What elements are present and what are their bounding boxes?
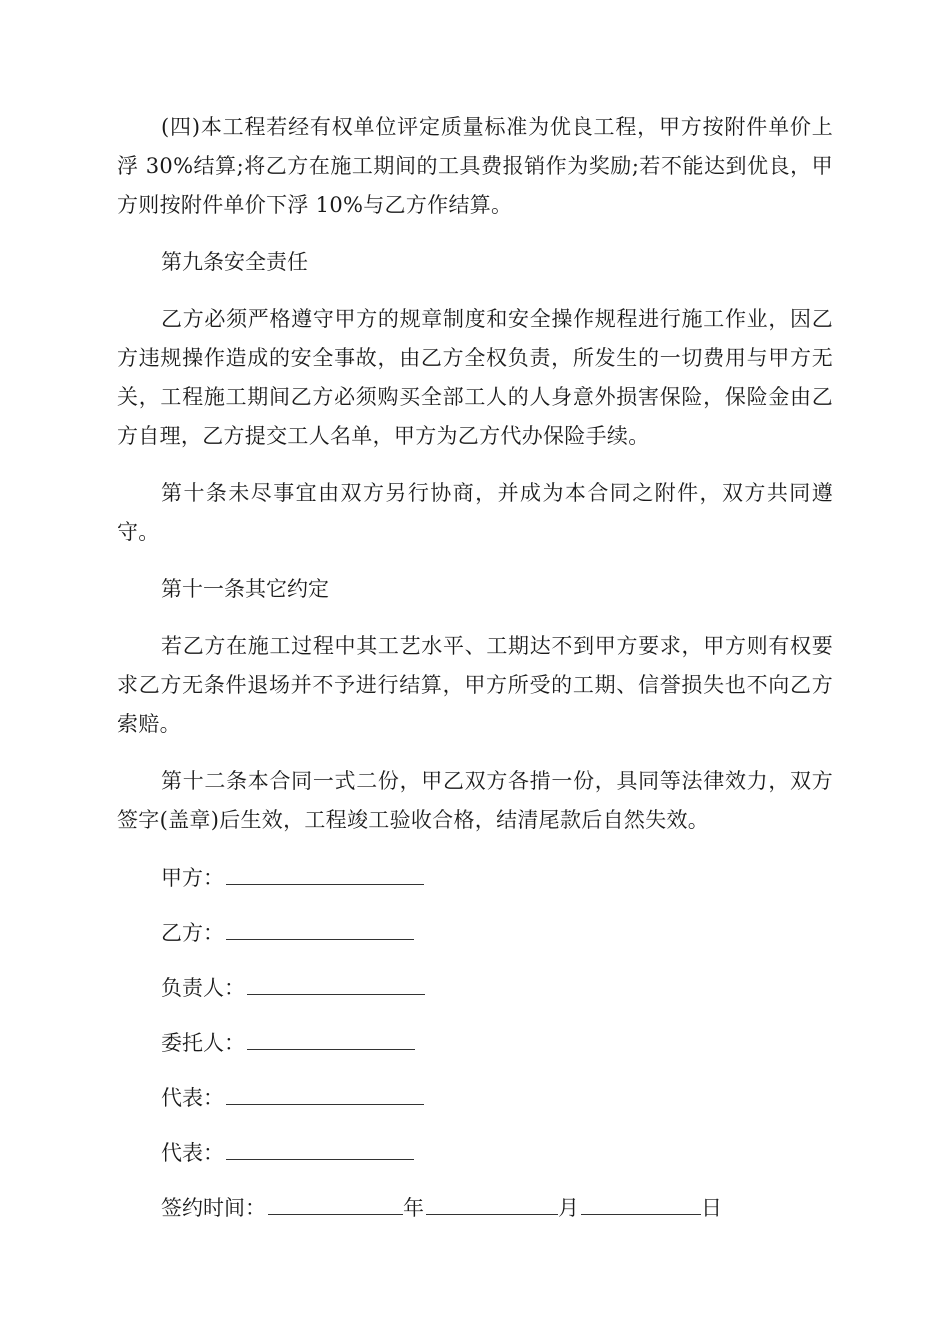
party-b-line (117, 913, 833, 953)
party-a-blank (226, 858, 424, 885)
rep-1-blank (226, 1078, 424, 1105)
year-label: 年 (403, 1196, 424, 1220)
month-label: 月 (558, 1196, 579, 1220)
day-blank (581, 1188, 701, 1215)
party-b-blank (226, 913, 414, 940)
contract-page (117, 108, 833, 1243)
rep-1-label: 代表： (161, 1086, 224, 1110)
quality-clause: (四)本工程若经有权单位评定质量标准为优良工程，甲方按附件单价上浮 30%结算;将乙方在施工期间的工具费报销作为奖励;若不能达到优良，甲方则按附件单价下浮 10%与乙方作结算。 (117, 115, 833, 217)
article-12: 第十二条本合同一式二份，甲乙双方各掯一份，具同等法律效力，双方签字(盖章)后生效，工程竣工验收合格，结清尾款后自然失效。 (117, 769, 833, 832)
rep-1-line (117, 1078, 833, 1118)
year-blank (268, 1188, 403, 1215)
article-10: 第十条未尽事宜由双方另行协商，并成为本合同之附件，双方共同遵守。 (117, 481, 833, 544)
sign-date-label: 签约时间： (161, 1196, 266, 1220)
rep-2-label: 代表： (161, 1141, 224, 1165)
article-11-title: 第十一条其它约定 (161, 577, 329, 601)
responsible-blank (247, 968, 425, 995)
party-b-label: 乙方： (161, 921, 224, 945)
day-label: 日 (701, 1196, 722, 1220)
entrusted-blank (247, 1023, 415, 1050)
party-a-label: 甲方： (161, 866, 224, 890)
rep-2-blank (226, 1133, 414, 1160)
party-a-line (117, 858, 833, 898)
responsible-label: 负责人： (161, 976, 245, 1000)
article-11-body: 若乙方在施工过程中其工艺水平、工期达不到甲方要求，甲方则有权要求乙方无条件退场并不予进行结算，甲方所受的工期、信誉损失也不向乙方索赔。 (117, 634, 833, 736)
rep-2-line (117, 1133, 833, 1173)
entrusted-label: 委托人： (161, 1031, 245, 1055)
month-blank (426, 1188, 558, 1215)
article-9-title: 第九条安全责任 (161, 250, 308, 274)
article-9-body: 乙方必须严格遵守甲方的规章制度和安全操作规程进行施工作业，因乙方违规操作造成的安全事故，由乙方全权负责，所发生的一切费用与甲方无关，工程施工期间乙方必须购买全部工人的人身意外损害保险，保险金由乙方自理，乙方提交工人名单，甲方为乙方代办保险手续。 (117, 307, 833, 448)
responsible-line (117, 968, 833, 1008)
sign-date-line (117, 1188, 833, 1228)
entrusted-line (117, 1023, 833, 1063)
